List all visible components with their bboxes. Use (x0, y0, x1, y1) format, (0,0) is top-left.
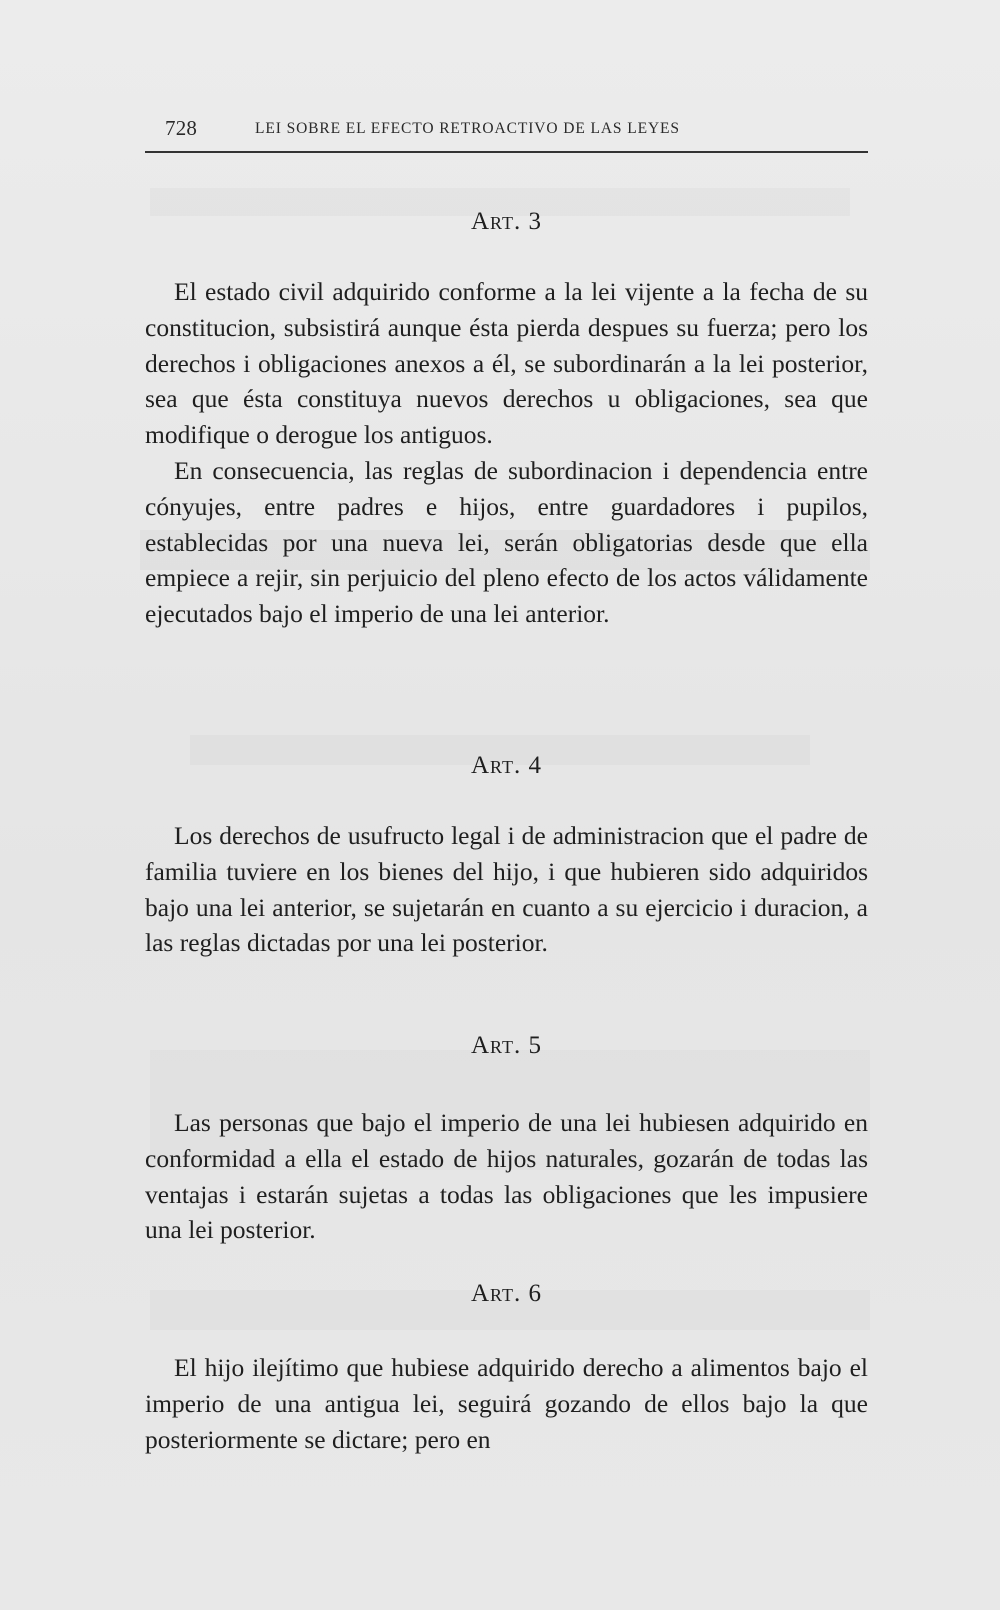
paragraph: Las personas que bajo el imperio de una lei hubiesen adquirido en conformidad a ella el estado de hijos naturales, gozarán de todas las ventajas i estarán sujetas a todas las obligaciones que les impusiere una lei posterior. (145, 1108, 868, 1245)
running-head-title: LEI SOBRE EL EFECTO RETROACTIVO DE LAS LEYES (255, 120, 680, 137)
article-heading-label: Art. 3 (471, 208, 542, 235)
header-rule (145, 151, 868, 153)
article-5-heading (145, 1032, 868, 1060)
running-header (145, 112, 868, 142)
article-3-heading (145, 208, 868, 236)
page-number: 728 (165, 116, 198, 140)
article-4-body (145, 818, 868, 961)
article-heading-label: Art. 6 (471, 1280, 542, 1307)
article-3-body (145, 274, 868, 632)
paragraph: En consecuencia, las reglas de subordinacion i dependencia entre cónyujes, entre padres e hijos, entre guardadores i pupilos, establecidas por una nueva lei, serán obligatorias desde que ella empiece a rejir, sin perjuicio del pleno efecto de los actos válidamente ejecutados bajo el imperio de una lei anterior. (145, 455, 868, 629)
paragraph: El hijo ilejítimo que hubiese adquirido derecho a alimentos bajo el imperio de una antigua lei, seguirá gozando de ellos bajo la que posteriormente se dictare; pero en (145, 1353, 868, 1454)
article-heading-label: Art. 5 (471, 1032, 542, 1059)
article-6-body (145, 1350, 868, 1457)
article-heading-label: Art. 4 (471, 752, 542, 779)
paragraph: El estado civil adquirido conforme a la lei vijente a la fecha de su constitucion, subsistirá aunque ésta pierda despues su fuerza; pero los derechos i obligaciones anexos a él, se subordinarán a la lei posterior, sea que ésta constituya nuevos derechos u obligaciones, sea que modifique o derogue los antiguos. (145, 277, 868, 450)
article-5-body (145, 1105, 868, 1248)
article-6-heading (145, 1280, 868, 1308)
paragraph: Los derechos de usufructo legal i de administracion que el padre de familia tuviere en los bienes del hijo, i que hubieren sido adquiridos bajo una lei anterior, se sujetarán en cuanto a su ejercicio i duracion, a las reglas dictadas por una lei posterior. (145, 821, 868, 958)
article-4-heading (145, 752, 868, 780)
